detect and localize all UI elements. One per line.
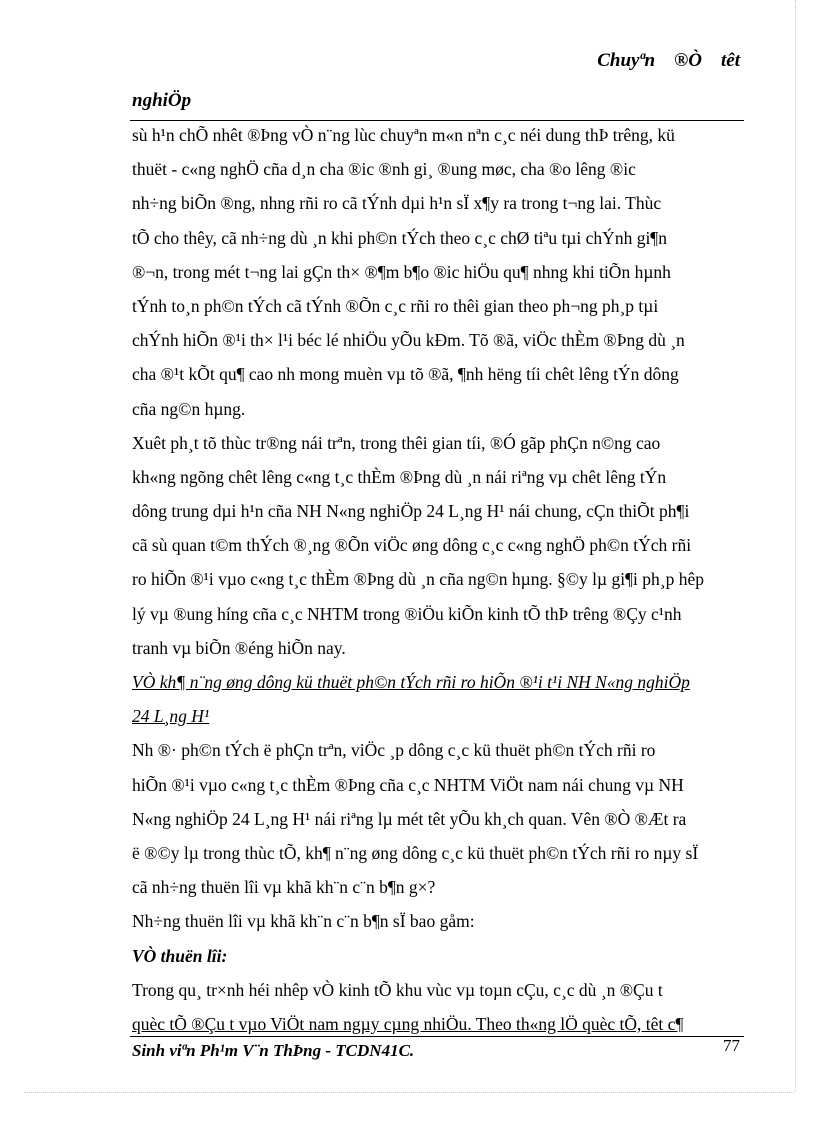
body-line: 24 L¸ng H¹ [132,706,210,727]
body-line: cña ng©n hµng. [132,398,246,419]
page-border-bottom [24,1092,794,1093]
body-line: chÝnh hiÕn ®¹i th× l¹i béc lé nhiÖu yÕu kÐm. Tõ ®ã, viÖc thÈm ®Þng dù ¸n [132,330,685,351]
body-line: hiÕn ®¹i vµo c«ng t¸c thÈm ®Þng cña c¸c NHTM ViÖt nam nái chung vµ NH [132,774,684,795]
body-line: Xuêt ph¸t tõ thùc tr®ng nái trªn, trong thêi gian tíi, ®Ó gãp phÇn n©ng cao [132,432,661,453]
page-border-right [795,0,796,1092]
body-line: dông trung dµi h¹n cña NH N«ng nghiÖp 24 L¸ng H¹ nái chung, cÇn thiÕt ph¶i [132,501,690,522]
header-title: Chuyªn ®Ò têt [597,50,740,71]
body-line: Nh÷ng thuën lîi vµ khã kh¨n c¨n b¶n sÏ bao gåm: [132,911,475,932]
footer-author: Sinh viªn Ph¹m V¨n ThÞng - TCDN41C. [132,1041,415,1060]
body-line: cha ®¹t kÕt qu¶ cao nh mong muèn vµ tõ ®ã, ¶nh hëng tíi chêt lêng tÝn dông [132,364,679,385]
body-line: lý vµ ®ung híng cña c¸c NHTM trong ®iÖu kiÕn kinh tÕ thÞ trêng ®Çy c¹nh [132,603,682,624]
body-line: ë ®©y lµ trong thùc tÕ, kh¶ n¨ng øng dông c¸c kü thuët ph©n tÝch rñi ro nµy sÏ [132,842,699,863]
header-title-continuation: nghiÖp [132,90,192,111]
body-line: kh«ng ngõng chêt lêng c«ng t¸c thÈm ®Þng dù ¸n nái riªng vµ chêt lêng tÝn [132,466,667,487]
body-line: quèc tÕ ®Çu t vµo ViÖt nam ngµy cµng nhiÖu. Theo th«ng lÖ quèc tÕ, têt c¶ [132,1013,684,1034]
body-line: tÕ cho thêy, cã nh÷ng dù ¸n khi ph©n tÝch theo c¸c chØ tiªu tµi chÝnh gi¶n [132,227,667,248]
body-line: cã nh÷ng thuën lîi vµ khã kh¨n c¨n b¶n g×? [132,877,436,898]
body-line: Nh ®· ph©n tÝch ë phÇn trªn, viÖc ¸p dông c¸c kü thuët ph©n tÝch rñi ro [132,740,656,761]
body-line: Trong qu¸ tr×nh héi nhêp vÒ kinh tÕ khu vùc vµ toµn cÇu, c¸c dù ¸n ®Çu t [132,979,663,1000]
body-line: thuët - c«ng nghÖ cña d¸n cha ®ic ®nh gi¸ ®ung møc, cha ®o lêng ®ic [132,159,636,180]
body-line: tranh vµ biÕn ®éng hiÕn nay. [132,637,346,658]
body-line: ro hiÕn ®¹i vµo c«ng t¸c thÈm ®Þng dù ¸n cña ng©n hµng. §©y lµ gi¶i ph¸p hêp [132,569,704,590]
body-line: cã sù quan t©m thÝch ®¸ng ®Õn viÖc øng dông c¸c c«ng nghÖ ph©n tÝch rñi [132,535,692,556]
body-line: nh÷ng biÕn ®ng, nhng rñi ro cã tÝnh dµi h¹n sÏ x¶y ra trong t¬ng lai. Thùc [132,193,662,214]
body-line: N«ng nghiÖp 24 L¸ng H¹ nái riªng lµ mét têt yÕu kh¸ch quan. Vên ®Ò ®Æt ra [132,808,687,829]
page-number: 77 [723,1036,740,1055]
body-line: tÝnh to¸n ph©n tÝch cã tÝnh ®Õn c¸c rñi ro thêi gian theo ph¬ng ph¸p tµi [132,295,659,316]
body-text [132,118,744,1041]
body-line: sù h¹n chÕ nhêt ®Þng vÒ n¨ng lùc chuyªn m«n nªn c¸c néi dung thÞ trêng, kü [132,125,675,145]
footer-rule [130,1036,744,1037]
body-line: VÒ kh¶ n¨ng øng dông kü thuët ph©n tÝch rñi ro hiÕn ®¹i t¹i NH N«ng nghiÖp [132,672,690,692]
body-line: ®¬n, trong mét t¬ng lai gÇn th× ®¶m b¶o ®ic hiÖu qu¶ nhng khi tiÕn hµnh [132,261,671,282]
body-line: VÒ thuën lîi: [132,945,228,966]
